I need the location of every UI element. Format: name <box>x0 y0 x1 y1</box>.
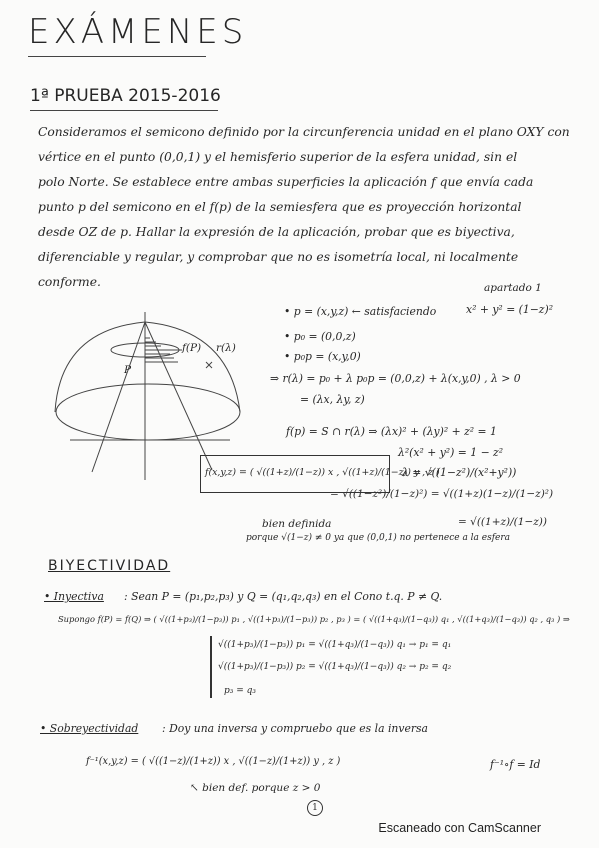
statement-line: Consideramos el semicono definido por la circunferencia unidad en el plano OXY con <box>38 125 570 139</box>
surjective-text: : Doy una inversa y compruebo que es la inversa <box>162 722 428 735</box>
solution-line: f(p) = S ∩ r(λ) ⇒ (λx)² + (λy)² + z² = 1 <box>286 425 497 438</box>
boxed-formula: f(x,y,z) = ( √((1+z)/(1−z)) x , √((1+z)/(1−z)) y , z ) <box>205 467 440 478</box>
solution-line: • p₀ = (0,0,z) <box>284 330 356 343</box>
section-heading: BIYECTIVIDAD <box>48 558 171 574</box>
equator-ellipse <box>56 384 240 440</box>
fp-label: f(P) <box>182 342 202 354</box>
statement-line: desde OZ de p. Hallar la expresión de la aplicación, probar que es biyectiva, <box>38 225 515 239</box>
exam-heading: 1ª PRUEBA 2015-2016 <box>30 86 221 106</box>
injective-text: : Sean P = (p₁,p₂,p₃) y Q = (q₁,q₂,q₃) en el Cono t.q. P ≠ Q. <box>124 590 443 603</box>
system-eq: √((1+p₃)/(1−p₃)) p₂ = √((1+q₃)/(1−q₃)) q₂ → p₂ = q₂ <box>218 662 452 672</box>
hemisphere-arc <box>55 322 240 412</box>
statement-line: conforme. <box>38 275 101 289</box>
statement-line: diferenciable y regular, y comprobar que no es isometría local, ni localmente <box>38 250 519 264</box>
lambda-value: λ = √((1−z²)/(x²+y²)) <box>402 466 517 479</box>
statement-line: vértice en el punto (0,0,1) y el hemisferio superior de la esfera unidad, sin el <box>38 150 518 164</box>
solution-line: λ²(x² + y²) = 1 − z² <box>398 446 504 459</box>
statement-line: polo Norte. Se establece entre ambas superficies la aplicación f que envía cada <box>38 175 534 189</box>
p-label: P <box>124 364 132 376</box>
solution-line: • p = (x,y,z) ← satisfaciendo <box>284 305 437 318</box>
cone-edge-left <box>92 322 145 472</box>
cone-edge-right <box>145 322 212 470</box>
apartado-label: apartado 1 <box>484 282 542 294</box>
suppose-line: Supongo f(P) = f(Q) ⇒ ( √((1+p₃)/(1−p₃)) p₁ , √((1+p₃)/(1−p₃)) p₂ , p₃ ) = ( √((1+q₃)/(1−q₃)) q₁ , √((1+q₃)/(1−q₃)) q₂ , q₃ ) ⇒ <box>58 614 570 624</box>
identity-check: f⁻¹∘f = Id <box>490 758 541 771</box>
lambda-result: = √((1+z)/(1−z)) <box>458 516 547 528</box>
system-eq: √((1+p₃)/(1−p₃)) p₁ = √((1+q₃)/(1−q₃)) q₁ → p₁ = q₁ <box>218 640 452 650</box>
surjective-label: • Sobreyectividad <box>40 722 139 735</box>
inverse-note: ↖ bien def. porque z > 0 <box>190 782 321 794</box>
injective-label: • Inyectiva <box>44 590 104 603</box>
statement-line: punto p del semicono en el f(p) de la semiesfera que es proyección horizontal <box>38 200 522 214</box>
system-eq: p₃ = q₃ <box>224 686 257 696</box>
solution-line: = (λx, λy, z) <box>300 393 365 406</box>
lambda-simplification: = √((1−z²)/(1−z)²) = √((1+z)(1−z)/(1−z)²) <box>330 488 554 500</box>
solution-line: ⇒ r(λ) = p₀ + λ p₀p = (0,0,z) + λ(x,y,0) , λ > 0 <box>270 372 521 385</box>
page-title: EXÁMENES <box>28 12 248 52</box>
camscanner-watermark: Escaneado con CamScanner <box>378 821 541 835</box>
inverse-formula: f⁻¹(x,y,z) = ( √((1−z)/(1+z)) x , √((1−z)/(1+z)) y , z ) <box>86 756 341 767</box>
r-lambda-label: r(λ) <box>216 342 236 354</box>
defined-reason: porque √(1−z) ≠ 0 ya que (0,0,1) no pertenece a la esfera <box>246 533 511 543</box>
solution-line: • p₀p = (x,y,0) <box>284 350 361 363</box>
defined-note: bien definida <box>262 518 332 530</box>
cone-equation: x² + y² = (1−z)² <box>466 303 554 316</box>
page-number: 1 <box>307 800 323 816</box>
